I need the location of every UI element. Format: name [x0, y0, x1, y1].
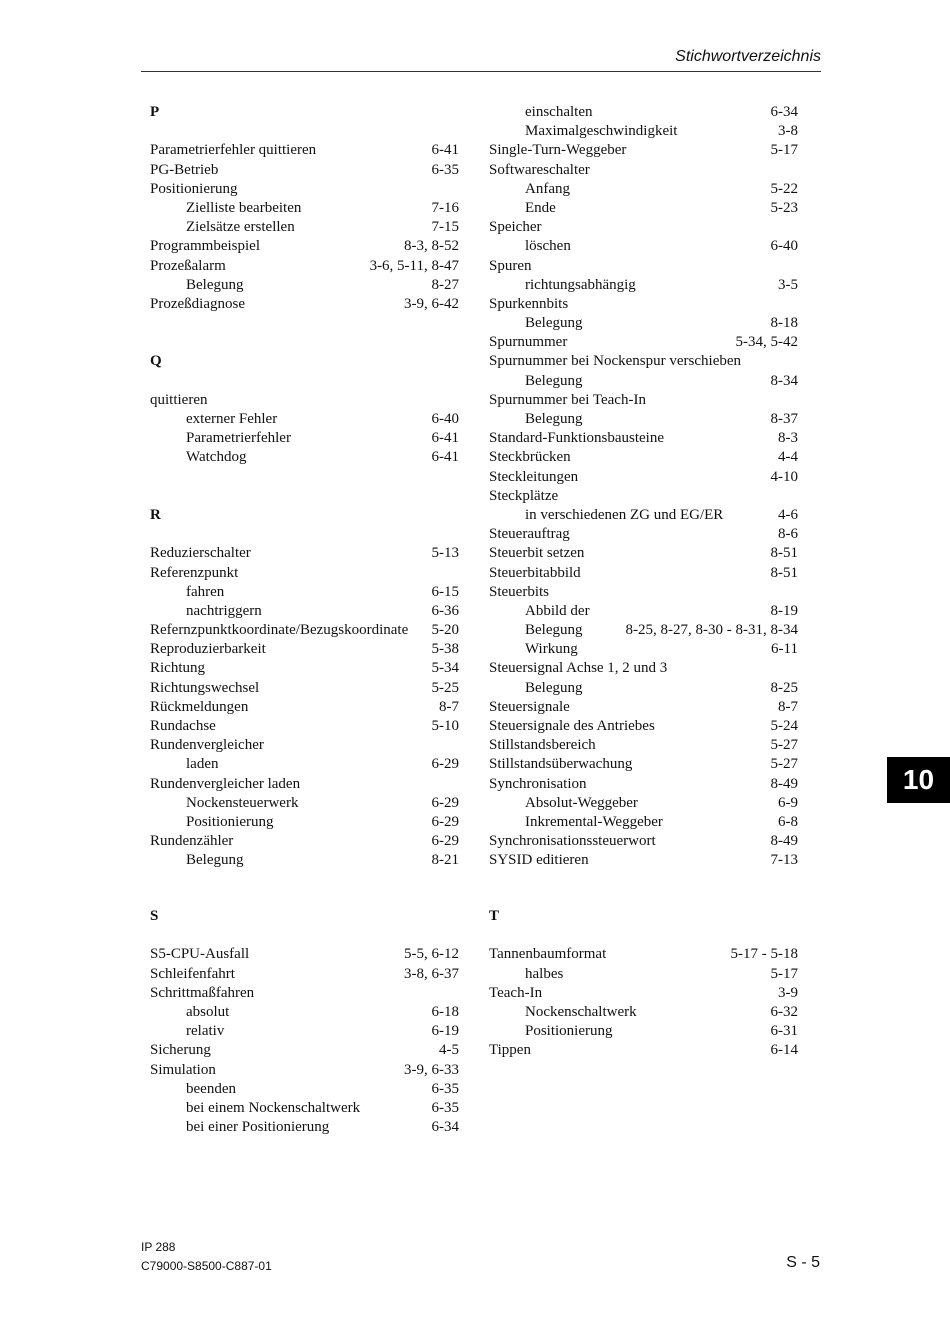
index-term: externer Fehler [186, 411, 278, 428]
index-page-ref: 8-34 [770, 372, 798, 389]
index-page-ref: 5-17 [770, 142, 798, 159]
index-subentry [150, 1080, 459, 1099]
index-page-ref: 8-37 [770, 411, 798, 427]
index-entry [150, 1041, 459, 1060]
index-page-ref: 5-25 [431, 679, 459, 696]
index-term: Steuerbitabbild [489, 564, 581, 581]
index-entry [489, 945, 798, 964]
index-entry [150, 965, 459, 984]
index-entry [150, 698, 459, 717]
index-term: Steuerauftrag [489, 526, 570, 543]
index-page-ref: 6-29 [431, 833, 459, 850]
index-page-ref: 6-29 [431, 756, 459, 773]
index-term: bei einer Positionierung [186, 1119, 330, 1136]
index-subentry [150, 448, 459, 467]
spacer [150, 926, 459, 945]
footer-product: IP 288 [141, 1240, 176, 1254]
index-term: halbes [525, 965, 564, 982]
index-page-ref: 6-31 [770, 1023, 798, 1040]
index-page-ref: 8-7 [778, 698, 798, 715]
index-term: Steuerbit setzen [489, 545, 585, 562]
index-term: Steckleitungen [489, 468, 579, 485]
index-page-ref: 6-41 [431, 430, 459, 447]
index-entry [150, 832, 459, 851]
index-term: Tippen [489, 1042, 531, 1059]
index-term: Abbild der [525, 602, 590, 619]
index-term: Schleifenfahrt [150, 965, 235, 982]
index-page-ref: 5-22 [770, 180, 798, 197]
index-column-bottom-left [150, 907, 459, 1137]
index-page-ref: 8-25 [770, 679, 798, 696]
index-page-ref: 6-40 [770, 238, 798, 255]
index-page-ref: 5-38 [431, 641, 459, 658]
index-subentry [489, 103, 798, 122]
index-term: Spurnummer bei Teach-In [489, 391, 646, 408]
spacer [150, 468, 459, 506]
index-term: Programmbeispiel [150, 238, 260, 255]
index-subentry [489, 410, 798, 429]
index-column-left [150, 103, 459, 871]
index-entry [489, 352, 798, 371]
index-subentry [150, 429, 459, 448]
index-entry [150, 736, 459, 755]
index-section-letter: Q [150, 353, 162, 370]
index-term: Steuerbits [489, 583, 549, 600]
index-term: Ende [525, 199, 556, 216]
index-subentry [150, 794, 459, 813]
index-subentry [489, 199, 798, 218]
index-page-ref: 5-17 - 5-18 [730, 946, 798, 963]
index-page-ref: 4-6 [778, 506, 798, 523]
index-page-ref: 6-40 [431, 411, 459, 428]
index-subentry [150, 218, 459, 237]
index-page-ref: 8-27 [431, 276, 459, 293]
index-entry [489, 161, 798, 180]
index-entry [489, 448, 798, 467]
index-page-ref: 7-13 [770, 852, 798, 869]
index-term: Belegung [186, 852, 244, 869]
index-subentry [150, 199, 459, 218]
index-page-ref: 6-9 [778, 794, 798, 811]
index-entry [150, 544, 459, 563]
index-entry [489, 583, 798, 602]
index-entry [150, 717, 459, 736]
index-entry [150, 775, 459, 794]
index-term: Rückmeldungen [150, 698, 249, 715]
index-entry [489, 832, 798, 851]
index-entry [489, 851, 798, 870]
index-term: in verschiedenen ZG und EG/ER [525, 506, 724, 523]
index-section-letter: T [489, 908, 500, 924]
index-term: Zielsätze erstellen [186, 219, 295, 236]
index-entry [489, 468, 798, 487]
header-rule [141, 71, 821, 72]
index-term: Rundenzähler [150, 833, 234, 850]
index-page-ref: 5-27 [770, 737, 798, 754]
index-page-ref: 8-3 [778, 430, 798, 447]
index-entry [150, 984, 459, 1003]
index-page-ref: 8-21 [431, 852, 459, 869]
index-subentry [150, 813, 459, 832]
index-term: Prozeßalarm [150, 257, 226, 274]
index-page-ref: 6-41 [431, 449, 459, 466]
index-page-ref: 3-9, 6-42 [404, 295, 459, 312]
index-term: Rundenvergleicher [150, 737, 264, 754]
index-page-ref: 5-24 [770, 718, 798, 734]
index-term: PG-Betrieb [150, 161, 219, 178]
index-term: Schrittmaßfahren [150, 984, 255, 1001]
index-term: beenden [186, 1080, 236, 1097]
index-subentry [489, 1022, 798, 1041]
index-subentry [489, 813, 798, 832]
running-header-title: Stichwortverzeichnis [675, 48, 821, 65]
index-term: Speicher [489, 219, 542, 236]
index-page-ref: 6-35 [431, 161, 459, 178]
index-entry [489, 755, 798, 774]
index-subentry [489, 506, 798, 525]
index-subentry [489, 314, 798, 333]
index-entry [489, 698, 798, 717]
index-page-ref: 6-35 [431, 1099, 459, 1116]
index-page-ref: 5-23 [770, 199, 798, 216]
index-term: Synchronisation [489, 775, 587, 792]
index-term: Referenzpunkt [150, 564, 239, 581]
index-subentry [489, 794, 798, 813]
index-subentry [489, 180, 798, 199]
index-term: Belegung [525, 679, 583, 696]
index-page-ref: 5-17 [770, 965, 798, 982]
index-entry [150, 257, 459, 276]
index-term: Wirkung [525, 641, 578, 658]
index-page-ref: 5-13 [431, 545, 459, 562]
index-page-ref: 7-15 [431, 219, 459, 236]
index-term: Anfang [525, 180, 570, 197]
index-term: absolut [186, 1003, 230, 1020]
index-entry [150, 640, 459, 659]
index-subentry [150, 1099, 459, 1118]
index-page-ref: 8-51 [770, 545, 798, 562]
index-page-ref: 3-6, 5-11, 8-47 [369, 257, 459, 274]
index-subentry [489, 276, 798, 295]
index-subentry [150, 1118, 459, 1137]
index-term: Single-Turn-Weggeber [489, 142, 627, 159]
index-page-ref: 5-10 [431, 718, 459, 735]
index-page-ref: 3-8, 6-37 [404, 965, 459, 982]
index-page-ref: 8-49 [770, 833, 798, 850]
index-term: richtungsabhängig [525, 276, 636, 293]
index-entry [150, 679, 459, 698]
index-page-ref: 8-18 [770, 315, 798, 332]
index-term: Reproduzierbarkeit [150, 641, 266, 658]
index-section-letter: S [150, 908, 159, 924]
index-page-ref: 6-18 [431, 1003, 459, 1020]
index-page-ref: 3-9 [778, 984, 798, 1001]
index-term: Positionierung [186, 813, 274, 830]
index-subentry [489, 602, 798, 621]
index-entry [489, 333, 798, 352]
index-column-right [489, 103, 798, 871]
index-page-ref: 8-6 [778, 526, 798, 543]
index-page-ref: 6-11 [771, 641, 798, 658]
index-term: Belegung [525, 622, 583, 639]
index-page-ref: 4-5 [439, 1042, 459, 1059]
index-term: Spurkennbits [489, 295, 569, 312]
index-page-ref: 6-29 [431, 813, 459, 830]
index-page-ref: 5-5, 6-12 [404, 946, 459, 963]
index-term: Zielliste bearbeiten [186, 199, 302, 216]
index-entry [150, 237, 459, 256]
index-entry [150, 180, 459, 199]
index-term: nachtriggern [186, 602, 262, 619]
index-term: Steckbrücken [489, 449, 571, 466]
index-subentry [489, 621, 798, 640]
index-entry [489, 564, 798, 583]
index-term: Stillstandsbereich [489, 737, 596, 754]
index-entry [489, 295, 798, 314]
index-entry [489, 659, 798, 678]
index-section-letter: R [150, 506, 161, 523]
index-term: Steuersignale des Antriebes [489, 718, 655, 734]
index-term: Belegung [186, 276, 244, 293]
index-term: Spuren [489, 257, 532, 274]
index-page-ref: 8-7 [439, 698, 459, 715]
index-term: Belegung [525, 372, 583, 389]
index-term: quittieren [150, 391, 208, 408]
index-page-ref: 6-34 [431, 1119, 459, 1136]
index-term: Tannenbaumformat [489, 946, 607, 963]
index-term: Softwareschalter [489, 161, 590, 178]
index-subentry [150, 755, 459, 774]
index-entry [489, 717, 798, 736]
spacer [150, 122, 459, 141]
index-column-bottom-right [489, 907, 798, 1061]
index-entry [489, 1041, 798, 1060]
index-entry [150, 1061, 459, 1080]
index-entry [150, 141, 459, 160]
index-subentry [150, 602, 459, 621]
footer-product-info [141, 1238, 272, 1276]
index-page-ref: 3-5 [778, 276, 798, 293]
index-term: Parametrierfehler [186, 430, 291, 447]
index-entry [489, 984, 798, 1003]
index-subentry [150, 410, 459, 429]
index-subentry [150, 1003, 459, 1022]
index-page-ref: 8-51 [770, 564, 798, 581]
index-term: Richtung [150, 660, 205, 677]
index-page-ref: 5-34 [431, 660, 459, 677]
index-term: Steuersignal Achse 1, 2 und 3 [489, 660, 668, 677]
spacer [489, 926, 798, 945]
index-entry [489, 218, 798, 237]
index-entry [489, 487, 798, 506]
spacer [150, 372, 459, 391]
index-entry [489, 141, 798, 160]
index-term: Positionierung [150, 180, 238, 197]
index-term: Belegung [525, 315, 583, 332]
chapter-tab: 10 [887, 757, 950, 803]
index-subentry [489, 237, 798, 256]
index-term: Nockensteuerwerk [186, 794, 299, 811]
index-term: Nockenschaltwerk [525, 1003, 637, 1020]
index-term: Refernzpunktkoordinate/Bezugskoordinate [150, 622, 409, 639]
index-subentry [150, 276, 459, 295]
index-entry [489, 429, 798, 448]
index-page-ref: 4-4 [778, 449, 798, 466]
index-page-ref: 3-8 [778, 123, 798, 140]
index-term: Rundachse [150, 718, 216, 735]
index-page-ref: 8-25, 8-27, 8-30 - 8-31, 8-34 [625, 622, 798, 639]
index-page-ref: 3-9, 6-33 [404, 1061, 459, 1078]
index-entry [150, 295, 459, 314]
index-term: Richtungswechsel [150, 679, 260, 696]
index-subentry [150, 851, 459, 870]
index-term: Teach-In [489, 984, 543, 1001]
index-term: Synchronisationssteuerwort [489, 833, 656, 850]
index-page-ref: 6-41 [431, 142, 459, 159]
index-term: laden [186, 756, 219, 773]
index-term: Absolut-Weggeber [525, 794, 638, 811]
index-page-ref: 6-29 [431, 794, 459, 811]
index-entry [150, 945, 459, 964]
index-subentry [489, 372, 798, 391]
index-subentry [489, 679, 798, 698]
index-entry [150, 391, 459, 410]
index-page-ref: 6-14 [770, 1042, 798, 1059]
index-subentry [489, 965, 798, 984]
index-term: bei einem Nockenschaltwerk [186, 1099, 361, 1116]
index-term: Prozeßdiagnose [150, 295, 245, 312]
index-page-ref: 4-10 [770, 468, 798, 485]
index-term: fahren [186, 583, 225, 600]
index-entry [150, 564, 459, 583]
index-subentry [489, 1003, 798, 1022]
index-entry [489, 775, 798, 794]
index-subentry [150, 583, 459, 602]
index-subentry [489, 640, 798, 659]
index-page-ref: 6-19 [431, 1023, 459, 1040]
index-term: Stillstandsüberwachung [489, 756, 633, 773]
index-page-ref: 5-20 [431, 622, 459, 639]
index-entry [150, 161, 459, 180]
index-term: Standard-Funktionsbausteine [489, 430, 664, 447]
index-term: Inkremental-Weggeber [525, 813, 663, 830]
index-term: Steuersignale [489, 698, 570, 715]
index-page-ref: 5-34, 5-42 [735, 334, 798, 351]
index-page-ref: 8-3, 8-52 [404, 238, 459, 255]
spacer [150, 525, 459, 544]
index-page-ref: 6-36 [431, 602, 459, 619]
index-term: relativ [186, 1023, 225, 1040]
index-subentry [489, 122, 798, 141]
index-term: löschen [525, 238, 571, 255]
index-page-ref: 7-16 [431, 199, 459, 216]
index-term: Simulation [150, 1061, 216, 1078]
index-term: SYSID editieren [489, 852, 589, 869]
index-page-ref: 6-35 [431, 1080, 459, 1097]
index-entry [489, 525, 798, 544]
index-page-ref: 6-15 [431, 583, 459, 600]
spacer [150, 314, 459, 352]
index-term: Maximalgeschwindigkeit [525, 123, 678, 140]
index-page-ref: 6-8 [778, 813, 798, 830]
index-term: Belegung [525, 411, 583, 427]
index-entry [489, 257, 798, 276]
index-term: Parametrierfehler quittieren [150, 142, 317, 159]
index-term: Reduzierschalter [150, 545, 251, 562]
index-entry [489, 544, 798, 563]
index-page-ref: 6-32 [770, 1003, 798, 1020]
index-term: Spurnummer bei Nockenspur verschieben [489, 353, 742, 370]
index-term: Watchdog [186, 449, 247, 466]
index-page-ref: 5-27 [770, 756, 798, 773]
index-page-ref: 6-34 [770, 104, 798, 120]
index-entry [489, 736, 798, 755]
index-term: S5-CPU-Ausfall [150, 946, 250, 963]
footer-order-number: C79000-S8500-C887-01 [141, 1259, 272, 1273]
index-term: Rundenvergleicher laden [150, 775, 301, 792]
index-page-ref: 8-19 [770, 602, 798, 619]
footer-page-number: S - 5 [786, 1254, 820, 1271]
index-page-ref: 8-49 [770, 775, 798, 792]
index-term: einschalten [525, 104, 593, 120]
index-subentry [150, 1022, 459, 1041]
index-entry [150, 659, 459, 678]
index-entry [489, 391, 798, 410]
index-term: Sicherung [150, 1042, 211, 1059]
index-term: Steckplätze [489, 487, 559, 504]
index-term: Positionierung [525, 1023, 613, 1040]
index-section-letter: P [150, 104, 160, 120]
index-entry [150, 621, 459, 640]
index-term: Spurnummer [489, 334, 568, 351]
